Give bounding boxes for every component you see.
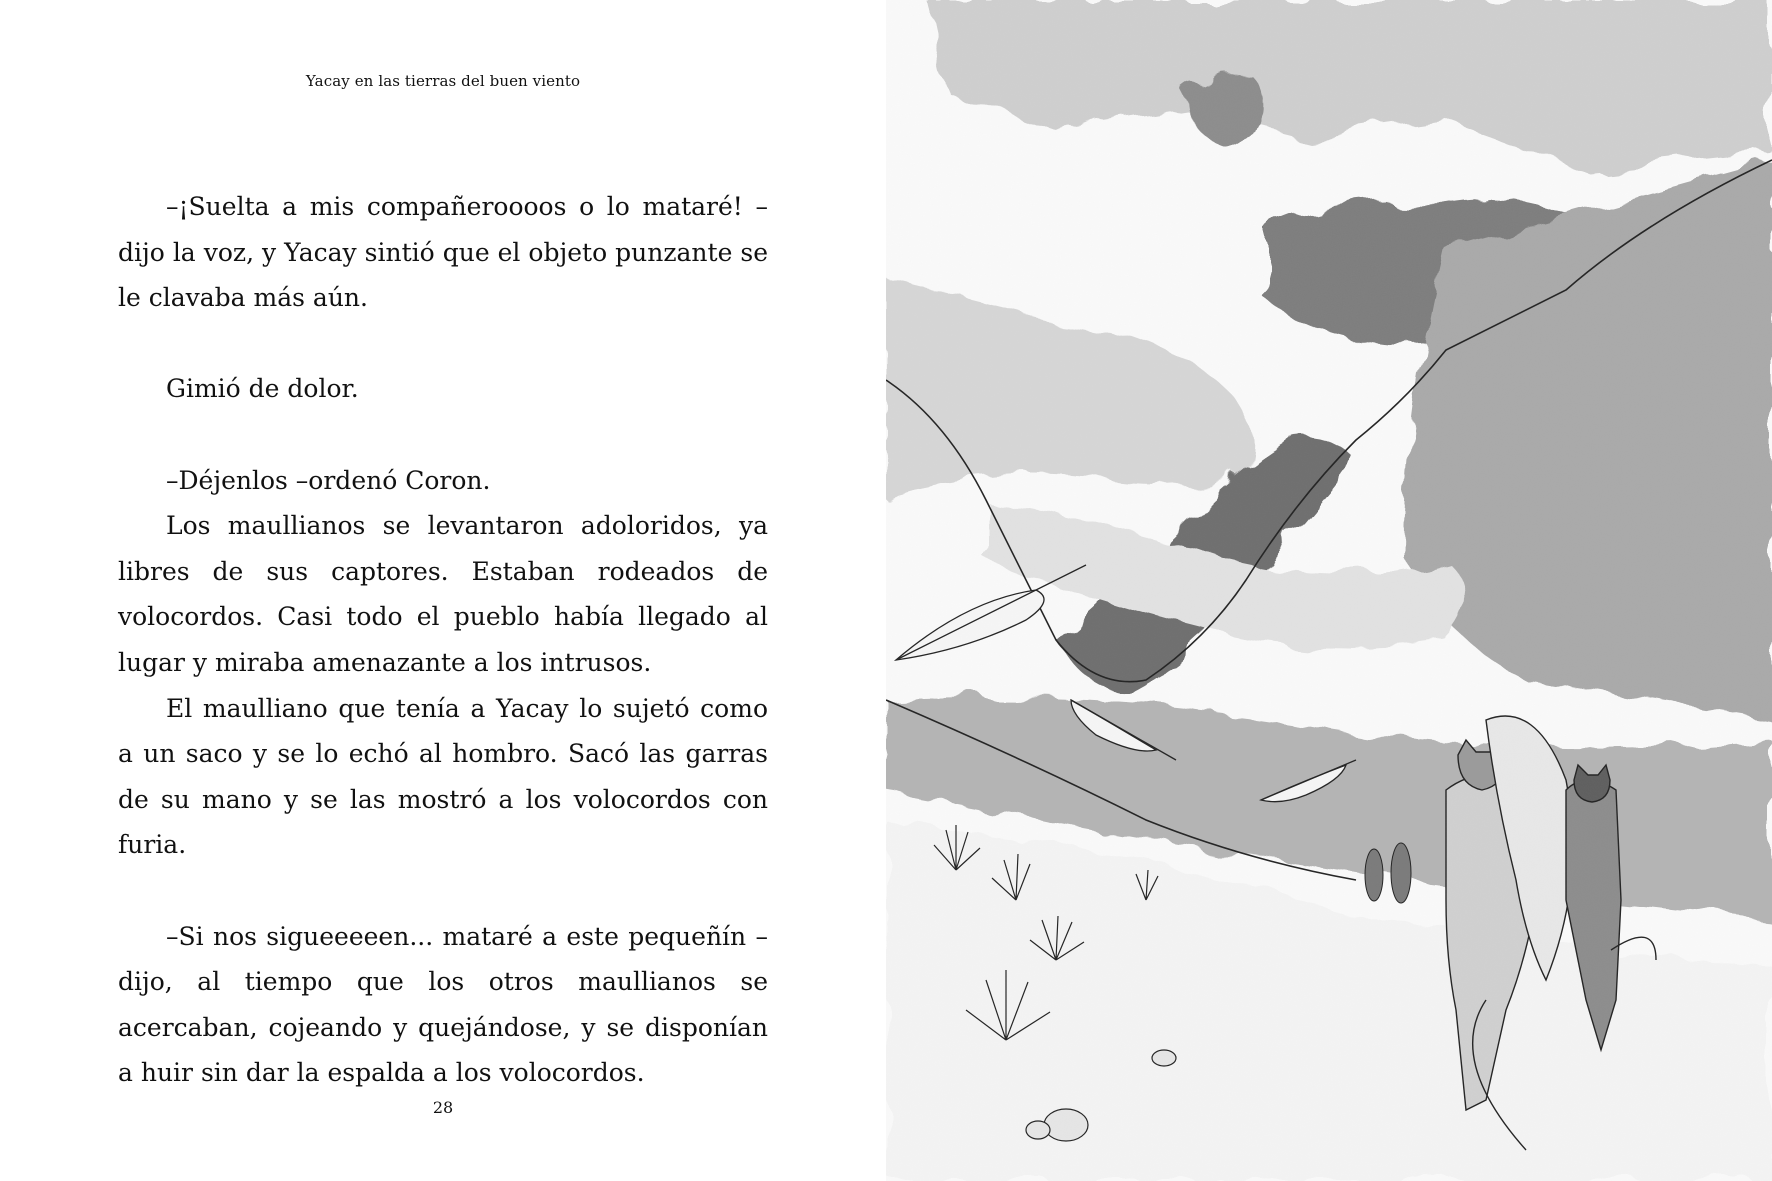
- paper-grain: [886, 0, 1772, 1181]
- watercolor-illustration: [886, 0, 1772, 1181]
- paragraph-4: Los maullianos se levantaron adoloridos, ya libres de sus captores. Estaban rodeados de volocordos. Casi todo el pueblo había llegado al lugar y miraba amenazante a los intrusos.: [118, 511, 768, 677]
- illustration-page: [886, 0, 1772, 1181]
- paragraph-6: –Si nos sigueeeeen... mataré a este pequeñín –dijo, al tiempo que los otros maullianos se acercaban, cojeando y quejándose, y se disponían a huir sin dar la espalda a los volocordos.: [118, 921, 768, 1088]
- paragraph-2: Gimió de dolor.: [166, 374, 359, 404]
- paragraph-5: El maulliano que tenía a Yacay lo sujetó como a un saco y se lo echó al hombro. Sacó las garras de su mano y se las mostró a los volocordos con furia.: [118, 693, 768, 860]
- paragraph-3: –Déjenlos –ordenó Coron.: [166, 465, 491, 495]
- body-text: [118, 184, 768, 1096]
- page-number: 28: [432, 1098, 454, 1117]
- paragraph-1: –¡Suelta a mis compañeroooos o lo mataré! –dijo la voz, y Yacay sintió que el objeto punzante se le clavaba más aún.: [118, 192, 768, 313]
- running-head: Yacay en las tierras del buen viento: [305, 72, 581, 90]
